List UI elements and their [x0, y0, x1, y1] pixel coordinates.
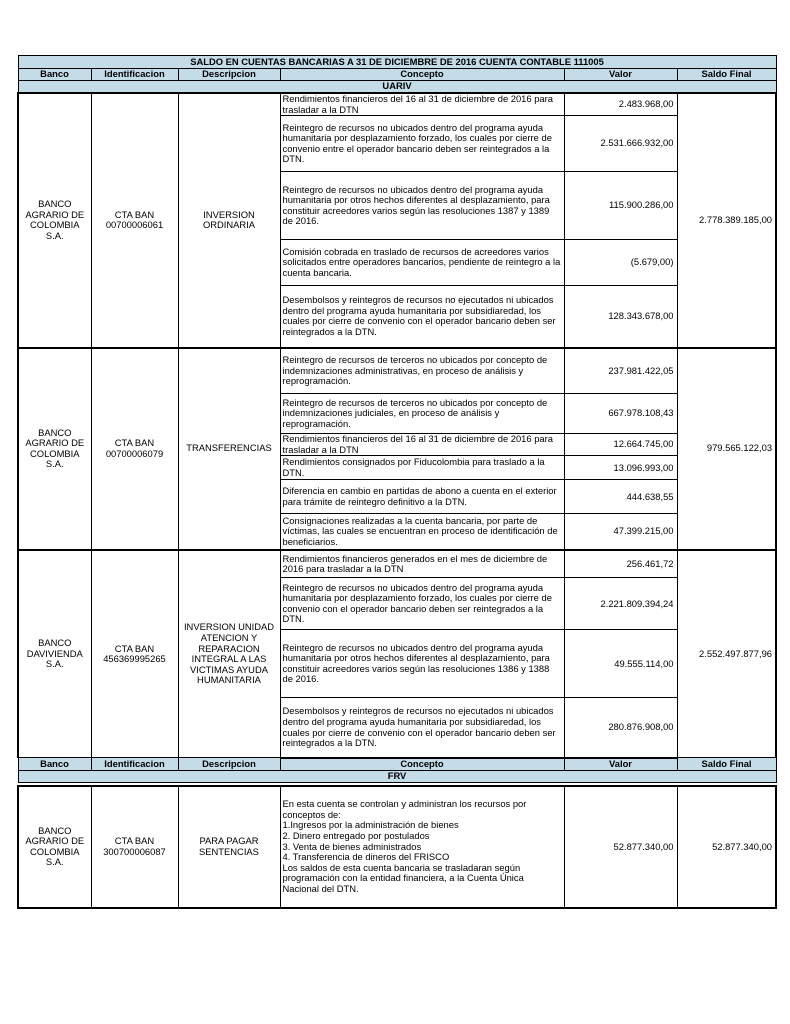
account-description: INVERSION ORDINARIA: [178, 93, 280, 348]
account-description: TRANSFERENCIAS: [178, 348, 280, 550]
concept-line: 3. Venta de bienes administrados: [282, 840, 422, 852]
value-cell: 47.399.215,00: [564, 514, 677, 550]
concept-cell: Reintegro de recursos no ubicados dentro del programa ayuda humanitaria por desplazamiento forzado, los cuales por cierre de convenio entre el operador bancario deben ser reintegrados a la DTN.: [280, 116, 564, 172]
section-label-frv: FRV: [18, 770, 776, 782]
value-cell: 237.981.422,05: [564, 348, 677, 394]
header-descripcion: Descripcion: [178, 69, 280, 81]
account-description: PARA PAGAR SENTENCIAS: [178, 786, 280, 908]
header-banco: Banco: [18, 69, 91, 81]
concept-cell: Rendimientos financieros del 16 al 31 de diciembre de 2016 para trasladar a la DTN: [280, 434, 564, 456]
concept-cell: Reintegro de recursos no ubicados dentro del programa ayuda humanitaria por otros hechos diferentes al desplazamiento, para constituir acreedores varios según las resoluciones 1386 y 1388 de 2016.: [280, 630, 564, 698]
bank-name: BANCO DAVIVIENDA S.A.: [18, 550, 91, 758]
final-balance: 2.552.497.877,96: [677, 550, 776, 758]
balance-table: [17, 55, 777, 909]
header-concepto: Concepto: [280, 69, 564, 81]
value-cell: 2.531.666.932,00: [564, 116, 677, 172]
header-row: [18, 69, 776, 81]
header-saldo-final: Saldo Final: [677, 758, 776, 771]
concept-cell: Desembolsos y reintegros de recursos no ejecutados ni ubicados dentro del programa ayuda humanitaria por subsidiaredad, los cuales por cierre de convenio con el operador bancario deben ser reintegrados a la DTN.: [280, 698, 564, 758]
header-banco: Banco: [18, 758, 91, 771]
concept-line: 4. Transferencia de dineros del FRISCO: [282, 851, 450, 863]
value-cell: 2.483.968,00: [564, 93, 677, 116]
concept-line: 2. Dinero entregado por postulados: [282, 829, 430, 841]
concept-cell: Desembolsos y reintegros de recursos no ejecutados ni ubicados dentro del programa ayuda humanitaria por subsidiaredad, los cuales por cierre de convenio con el operador bancario deben ser reintegrados a la DTN.: [280, 286, 564, 348]
concept-cell: Diferencia en cambio en partidas de abono a cuenta en el exterior para trámite de reintegro definitivo a la DTN.: [280, 480, 564, 514]
final-balance: 52.877.340,00: [677, 786, 776, 908]
concept-line: Los saldos de esta cuenta bancaria se trasladaran según programación con la entidad financiera, a la Cuenta Única Nacional del DTN.: [282, 861, 524, 894]
account-id: CTA BAN 456369995265: [91, 550, 178, 758]
concept-cell: Consignaciones realizadas a la cuenta bancaria, por parte de víctimas, las cuales se encuentran en proceso de identificación de beneficiarios.: [280, 514, 564, 550]
section-label-uariv: UARIV: [18, 81, 776, 94]
account-id: CTA BAN 00700006079: [91, 348, 178, 550]
header-saldo-final: Saldo Final: [677, 69, 776, 81]
concept-cell: Reintegro de recursos de terceros no ubicados por concepto de indemnizaciones administrativas, en proceso de análisis y reprogramación.: [280, 348, 564, 394]
bank-name: BANCO AGRARIO DE COLOMBIA S.A.: [18, 93, 91, 348]
concept-cell: Comisión cobrada en traslado de recursos de acreedores varios solicitados entre operadores bancarios, pendiente de reintegro a la cuenta bancaria.: [280, 240, 564, 286]
value-cell: 667.978.108,43: [564, 394, 677, 434]
table-row: [18, 550, 776, 578]
value-cell: 444.638,55: [564, 480, 677, 514]
account-description: INVERSION UNIDAD ATENCION Y REPARACION INTEGRAL A LAS VICTIMAS AYUDA HUMANITARIA: [178, 550, 280, 758]
final-balance: 2.778.389.185,00: [677, 93, 776, 348]
value-cell: 115.900.286,00: [564, 172, 677, 240]
table-row: [18, 786, 776, 908]
header-identificacion: Identificacion: [91, 758, 178, 771]
header-valor: Valor: [564, 758, 677, 771]
table-row: [18, 93, 776, 116]
value-cell: 128.343.678,00: [564, 286, 677, 348]
account-id: CTA BAN 00700006061: [91, 93, 178, 348]
table-row: [18, 348, 776, 394]
concept-cell: Reintegro de recursos no ubicados dentro del programa ayuda humanitaria por desplazamiento forzado, los cuales por cierre de convenio con el operador bancario deben ser reintegrados a la DTN.: [280, 578, 564, 630]
header-valor: Valor: [564, 69, 677, 81]
header-identificacion: Identificacion: [91, 69, 178, 81]
value-cell: 280.876.908,00: [564, 698, 677, 758]
value-cell: 12.664.745,00: [564, 434, 677, 456]
concept-cell: [280, 786, 564, 908]
bank-name: BANCO AGRARIO DE COLOMBIA S.A.: [18, 786, 91, 908]
concept-cell: Rendimientos consignados por Fiducolombia para traslado a la DTN.: [280, 456, 564, 480]
balance-sheet: [17, 55, 775, 909]
concept-cell: Reintegro de recursos de terceros no ubicados por concepto de indemnizaciones judiciales, en proceso de análisis y reprogramación.: [280, 394, 564, 434]
concept-cell: Reintegro de recursos no ubicados dentro del programa ayuda humanitaria por otros hechos diferentes al desplazamiento, para constituir acreedores varios según las resoluciones 1387 y 1389 de 2016.: [280, 172, 564, 240]
value-cell: 256.461,72: [564, 550, 677, 578]
header-concepto: Concepto: [280, 758, 564, 771]
section-row: [18, 81, 776, 94]
concept-line: En esta cuenta se controlan y administran los recursos por conceptos de:: [282, 798, 527, 820]
section-row: [18, 770, 776, 782]
value-cell: (5.679,00): [564, 240, 677, 286]
value-cell: 2.221.809.394,24: [564, 578, 677, 630]
concept-line: 1.Ingresos por la administración de bienes: [282, 819, 459, 831]
bank-name: BANCO AGRARIO DE COLOMBIA S.A.: [18, 348, 91, 550]
header-row: [18, 758, 776, 771]
value-cell: 13.096.993,00: [564, 456, 677, 480]
account-id: CTA BAN 300700006087: [91, 786, 178, 908]
table-title: SALDO EN CUENTAS BANCARIAS A 31 DE DICIEMBRE DE 2016 CUENTA CONTABLE 111005: [18, 56, 776, 69]
value-cell: 52.877.340,00: [564, 786, 677, 908]
concept-cell: Rendimientos financieros del 16 al 31 de diciembre de 2016 para trasladar a la DTN: [280, 93, 564, 116]
concept-cell: Rendimientos financieros generados en el mes de diciembre de 2016 para trasladar a la DTN: [280, 550, 564, 578]
header-descripcion: Descripcion: [178, 758, 280, 771]
final-balance: 979.565.122,03: [677, 348, 776, 550]
value-cell: 49.555.114,00: [564, 630, 677, 698]
